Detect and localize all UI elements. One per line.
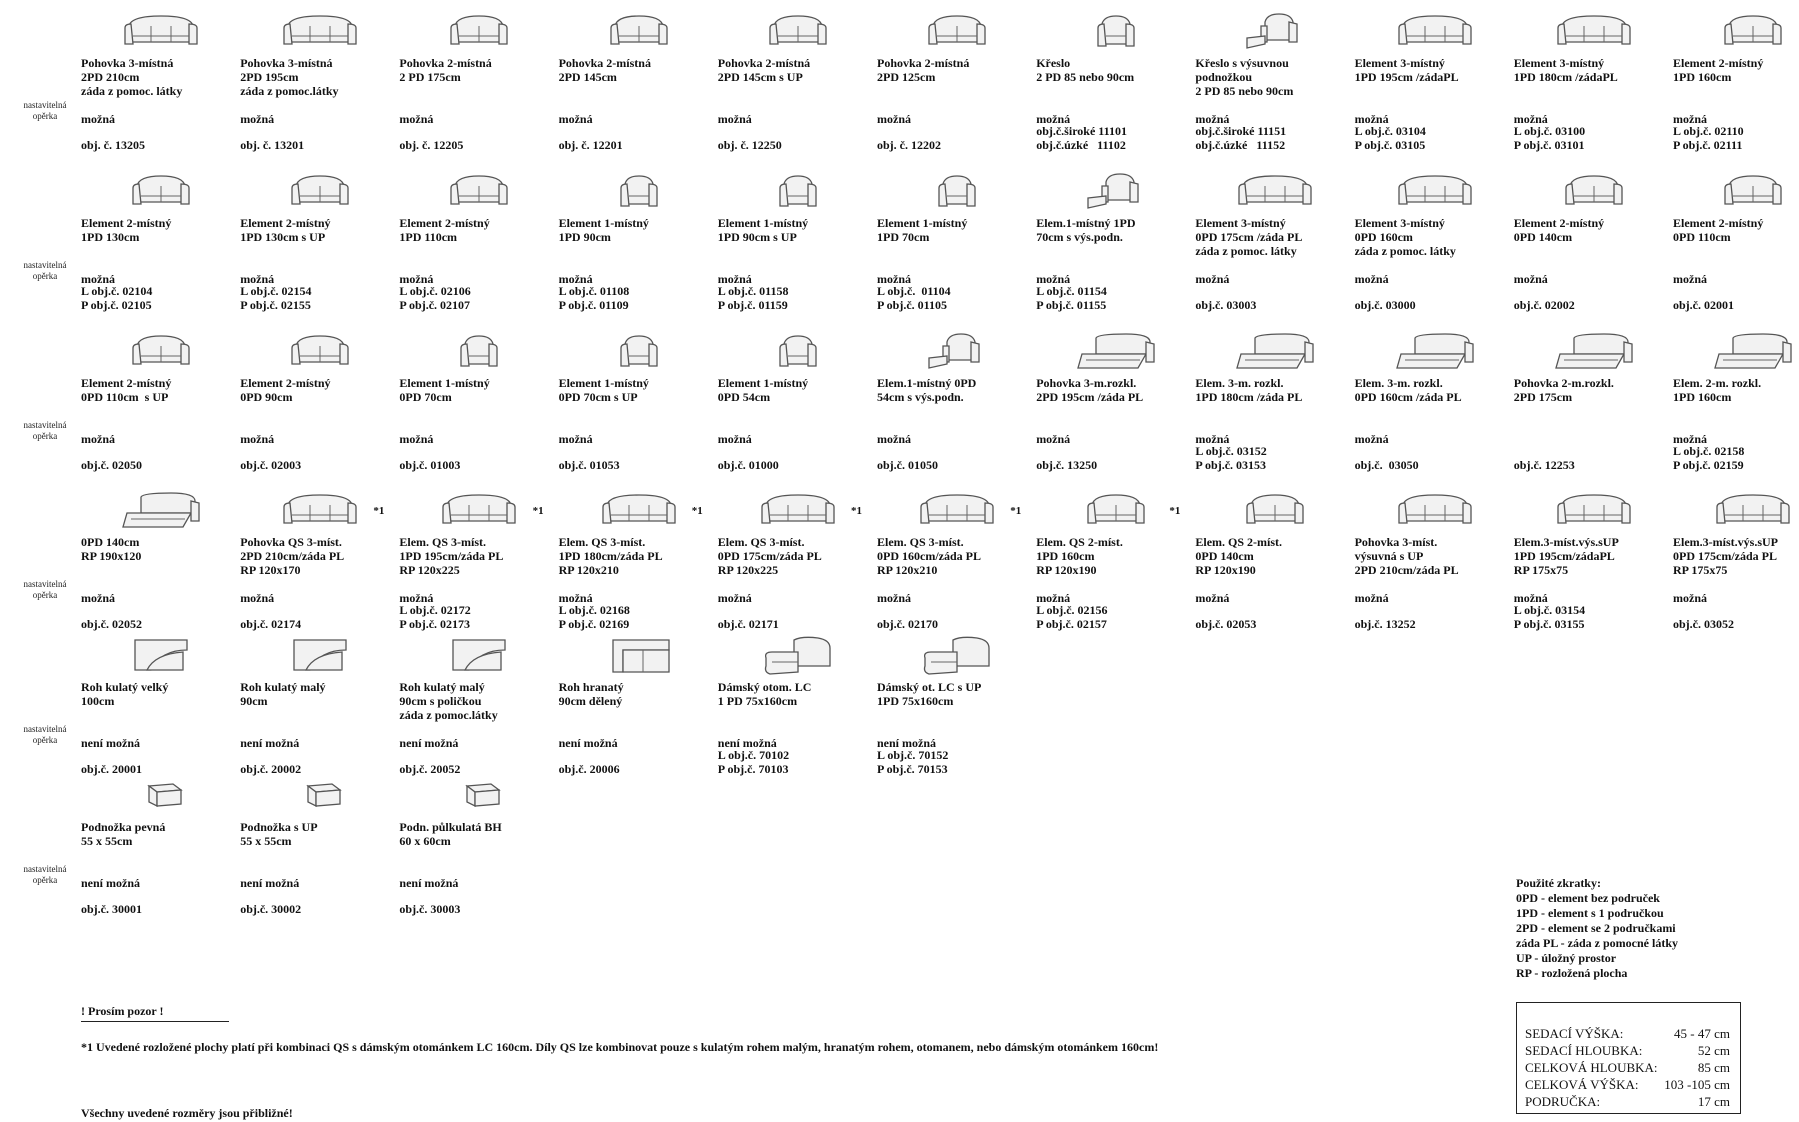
catalog-item bbox=[718, 332, 868, 482]
item-name: Elem. 2-m. rozkl. 1PD 160cm bbox=[1673, 376, 1762, 404]
item-name: Roh kulatý malý 90cm s poličkou záda z pomoc.látky bbox=[399, 680, 498, 722]
order-number: obj.č.široké 11101 obj.č.úzké 11102 bbox=[1036, 124, 1127, 152]
armchair-icon bbox=[1076, 12, 1156, 55]
sofa-3seat-icon bbox=[1554, 491, 1634, 534]
adjustable-backrest-label: nastavitelná opěrka bbox=[23, 864, 67, 885]
ottoman-chaise-icon bbox=[758, 636, 838, 679]
order-number: obj.č. 20052 bbox=[399, 762, 461, 776]
catalog-item bbox=[399, 491, 549, 641]
backrest-option: není možná bbox=[558, 736, 618, 750]
order-number: obj. č. 13205 bbox=[81, 138, 145, 152]
sofabed-icon bbox=[1554, 332, 1634, 375]
item-name: Element 2-místný 1PD 130cm s UP bbox=[240, 216, 331, 244]
armchair-icon bbox=[599, 332, 679, 375]
catalog-item bbox=[1036, 172, 1186, 322]
backrest-option: není možná bbox=[240, 876, 300, 890]
sofa-2seat-icon bbox=[280, 332, 360, 375]
backrest-option: možná bbox=[1673, 272, 1707, 286]
order-number: obj.č. 30001 bbox=[81, 902, 142, 916]
catalog-item bbox=[1514, 332, 1664, 482]
sofa-2seat-icon bbox=[1235, 491, 1315, 534]
backrest-option: možná bbox=[1195, 591, 1230, 605]
catalog-item bbox=[240, 491, 390, 641]
footnote-marker: *1 bbox=[373, 505, 385, 517]
order-number: obj.č. 01003 bbox=[399, 458, 461, 472]
catalog-item bbox=[718, 172, 868, 322]
item-name: Podnožka pevná 55 x 55cm bbox=[81, 820, 166, 848]
armchair-icon bbox=[758, 172, 838, 215]
backrest-option: možná bbox=[399, 591, 434, 605]
item-name: Element 1-místný 1PD 90cm s UP bbox=[717, 216, 809, 244]
backrest-option: možná bbox=[240, 272, 275, 286]
order-number: obj.č. 02170 bbox=[877, 617, 938, 631]
backrest-option: možná bbox=[81, 112, 115, 126]
order-number: obj.č. 30003 bbox=[399, 902, 461, 916]
backrest-option: možná bbox=[717, 112, 752, 126]
order-number: obj.č.široké 11151 obj.č.úzké 11152 bbox=[1195, 124, 1287, 152]
catalog-item bbox=[1036, 12, 1186, 162]
backrest-option: možná bbox=[1513, 112, 1548, 126]
catalog-item bbox=[718, 12, 868, 162]
order-number: obj. č. 12205 bbox=[399, 138, 464, 152]
sofabed-icon bbox=[1395, 332, 1475, 375]
catalog-item bbox=[1514, 12, 1664, 162]
backrest-option: možná bbox=[240, 591, 275, 605]
catalog-item bbox=[1036, 332, 1186, 482]
backrest-option: není možná bbox=[399, 736, 459, 750]
sofa-3seat-icon bbox=[917, 491, 997, 534]
backrest-option: možná bbox=[877, 272, 911, 286]
catalog-item bbox=[559, 12, 709, 162]
backrest-option: není možná bbox=[240, 736, 300, 750]
recliner-icon bbox=[917, 332, 997, 375]
order-number: L obj.č. 02104 P obj.č. 02105 bbox=[81, 284, 153, 312]
sofa-3seat-icon bbox=[439, 491, 519, 534]
item-name: Pohovka 3-místná 2PD 210cm záda z pomoc. látky bbox=[81, 56, 183, 98]
item-name: Element 2-místný 0PD 110cm bbox=[1673, 216, 1764, 244]
backrest-option: možná bbox=[1036, 112, 1071, 126]
item-name: Dámský otom. LC 1 PD 75x160cm bbox=[717, 680, 812, 708]
sofa-3seat-icon bbox=[1713, 491, 1793, 534]
item-name: Pohovka 2-místná 2PD 145cm bbox=[558, 56, 651, 84]
recliner-icon bbox=[1076, 172, 1156, 215]
order-number: obj. č. 12201 bbox=[558, 138, 623, 152]
catalog-item bbox=[1514, 172, 1664, 322]
footnote-marker: *1 bbox=[532, 505, 544, 517]
order-number: obj.č. 20002 bbox=[240, 762, 302, 776]
backrest-option: není možná bbox=[877, 736, 937, 750]
backrest-option: možná bbox=[399, 272, 434, 286]
item-name: Element 2-místný 0PD 110cm s UP bbox=[81, 376, 172, 404]
order-number: obj.č. 20006 bbox=[558, 762, 620, 776]
catalog-item bbox=[81, 12, 231, 162]
catalog-item bbox=[559, 636, 709, 786]
item-name: Element 2-místný 1PD 110cm bbox=[399, 216, 490, 244]
backrest-option: možná bbox=[1673, 591, 1707, 605]
backrest-option: není možná bbox=[81, 736, 141, 750]
catalog-item bbox=[877, 636, 1027, 786]
order-number: L obj.č. 02110 P obj.č. 02111 bbox=[1673, 124, 1744, 152]
item-name: Pohovka 2-místná 2PD 125cm bbox=[877, 56, 970, 84]
adjustable-backrest-label: nastavitelná opěrka bbox=[23, 724, 67, 745]
footstool-icon bbox=[280, 776, 360, 819]
footstool-icon bbox=[121, 776, 201, 819]
backrest-option: možná bbox=[81, 432, 115, 446]
catalog-item bbox=[81, 332, 231, 482]
sofa-2seat-icon bbox=[599, 12, 679, 55]
order-number: obj.č. 01053 bbox=[558, 458, 620, 472]
armchair-icon bbox=[917, 172, 997, 215]
backrest-option: možná bbox=[1354, 591, 1389, 605]
order-number: L obj.č. 70152 P obj.č. 70153 bbox=[877, 748, 949, 776]
sofa-3seat-icon bbox=[1395, 491, 1475, 534]
sofa-2seat-icon bbox=[917, 12, 997, 55]
order-number: obj. č. 12250 bbox=[717, 138, 782, 152]
order-number: obj.č. 03052 bbox=[1673, 617, 1734, 631]
footnote-marker: *1 bbox=[851, 505, 862, 517]
catalog-item bbox=[399, 636, 549, 786]
order-number: L obj.č. 03100 P obj.č. 03101 bbox=[1513, 124, 1586, 152]
item-name: Pohovka 3-m.rozkl. 2PD 195cm /záda PL bbox=[1036, 376, 1144, 404]
armchair-icon bbox=[599, 172, 679, 215]
item-name: Elem. QS 2-míst. 1PD 160cm RP 120x190 bbox=[1036, 535, 1123, 577]
abbreviations-legend: Použité zkratky: 0PD - element bez područek 1PD - element s 1 područkou 2PD - element se 2 područkami záda PL - záda z pomocné látky UP - úložný prostor RP - rozložená plocha bbox=[1516, 876, 1678, 980]
backrest-option: možná bbox=[81, 272, 115, 286]
item-name: Element 3-místný 0PD 160cm záda z pomoc. látky bbox=[1354, 216, 1456, 258]
sofa-2seat-icon bbox=[1713, 172, 1793, 215]
item-name: Element 3-místný 1PD 180cm /zádaPL bbox=[1513, 56, 1618, 84]
footnote-marker: *1 bbox=[1010, 505, 1022, 517]
order-number: L obj.č. 02172 P obj.č. 02173 bbox=[399, 603, 471, 631]
catalog-item bbox=[1673, 172, 1799, 322]
item-name: Křeslo 2 PD 85 nebo 90cm bbox=[1036, 56, 1135, 84]
catalog-item bbox=[718, 491, 868, 641]
order-number: obj.č. 12253 bbox=[1513, 458, 1575, 472]
order-number: L obj.č. 01108 P obj.č. 01109 bbox=[558, 284, 630, 312]
order-number: L obj.č. 02156 P obj.č. 02157 bbox=[1036, 603, 1108, 631]
item-name: Element 2-místný 0PD 90cm bbox=[240, 376, 331, 404]
sofa-2seat-icon bbox=[1713, 12, 1793, 55]
order-number: obj. č. 13201 bbox=[240, 138, 305, 152]
sofa-3seat-icon bbox=[758, 491, 838, 534]
catalog-item bbox=[399, 12, 549, 162]
order-number: L obj.č. 03104 P obj.č. 03105 bbox=[1354, 124, 1426, 152]
corner-round-icon bbox=[280, 636, 360, 679]
item-name: Element 1-místný 0PD 54cm bbox=[717, 376, 809, 404]
backrest-option: možná bbox=[1195, 112, 1230, 126]
sofa-2seat-icon bbox=[121, 172, 201, 215]
corner-round-icon bbox=[439, 636, 519, 679]
adjustable-backrest-label: nastavitelná opěrka bbox=[23, 420, 67, 441]
catalog-item bbox=[1195, 172, 1345, 322]
item-name: Elem. 3-m. rozkl. 0PD 160cm /záda PL bbox=[1354, 376, 1462, 404]
order-number: obj.č. 02001 bbox=[1673, 298, 1734, 312]
catalog-item bbox=[1355, 12, 1505, 162]
backrest-option: možná bbox=[558, 112, 593, 126]
catalog-item bbox=[240, 332, 390, 482]
catalog-item bbox=[877, 332, 1027, 482]
item-name: Dámský ot. LC s UP 1PD 75x160cm bbox=[877, 680, 982, 708]
adjustable-backrest-label: nastavitelná opěrka bbox=[23, 579, 67, 600]
sofa-3seat-icon bbox=[1395, 172, 1475, 215]
order-number: obj.č. 13252 bbox=[1354, 617, 1416, 631]
backrest-option: možná bbox=[399, 112, 434, 126]
backrest-option: možná bbox=[717, 272, 752, 286]
backrest-option: možná bbox=[558, 591, 593, 605]
backrest-option: možná bbox=[558, 432, 593, 446]
adjustable-backrest-label: nastavitelná opěrka bbox=[23, 100, 67, 121]
item-name: Element 3-místný 1PD 195cm /zádaPL bbox=[1354, 56, 1459, 84]
catalog-item bbox=[240, 12, 390, 162]
item-name: Roh kulatý velký 100cm bbox=[81, 680, 169, 708]
catalog-item bbox=[399, 172, 549, 322]
ottoman-chaise-icon bbox=[917, 636, 997, 679]
backrest-option: možná bbox=[877, 591, 911, 605]
backrest-option: možná bbox=[1513, 272, 1548, 286]
item-name: Elem. QS 3-míst. 1PD 180cm/záda PL RP 120x210 bbox=[558, 535, 663, 577]
armchair-icon bbox=[758, 332, 838, 375]
item-name: Elem.1-místný 1PD 70cm s výs.podn. bbox=[1036, 216, 1136, 244]
sofa-2seat-icon bbox=[1076, 491, 1156, 534]
sofa-2seat-icon bbox=[280, 172, 360, 215]
item-name: Elem.1-místný 0PD 54cm s výs.podn. bbox=[877, 376, 977, 404]
item-name: Podnožka s UP 55 x 55cm bbox=[240, 820, 318, 848]
order-number: L obj.č. 03154 P obj.č. 03155 bbox=[1513, 603, 1586, 631]
item-name: Pohovka 2-místná 2 PD 175cm bbox=[399, 56, 492, 84]
order-number: L obj.č. 02106 P obj.č. 02107 bbox=[399, 284, 471, 312]
item-name: Pohovka QS 3-míst. 2PD 210cm/záda PL RP 120x170 bbox=[240, 535, 345, 577]
backrest-option: možná bbox=[1195, 272, 1230, 286]
item-name: Pohovka 2-m.rozkl. 2PD 175cm bbox=[1513, 376, 1614, 404]
catalog-item bbox=[1195, 491, 1345, 641]
backrest-option: není možná bbox=[717, 736, 777, 750]
item-name: Pohovka 3-míst. výsuvná s UP 2PD 210cm/záda PL bbox=[1354, 535, 1459, 577]
catalog-item bbox=[718, 636, 868, 786]
item-name: Elem. QS 3-míst. 0PD 160cm/záda PL RP 120x210 bbox=[877, 535, 981, 577]
item-name: Element 1-místný 1PD 90cm bbox=[558, 216, 649, 244]
notice-footer: Všechny uvedené rozměry jsou přibližné! bbox=[81, 1106, 293, 1120]
corner-round-icon bbox=[121, 636, 201, 679]
order-number: L obj.č. 01154 P obj.č. 01155 bbox=[1036, 284, 1107, 312]
order-number: obj.č. 02171 bbox=[717, 617, 779, 631]
recliner-icon bbox=[1235, 12, 1315, 55]
order-number: obj.č. 03000 bbox=[1354, 298, 1416, 312]
item-name: Roh kulatý malý 90cm bbox=[240, 680, 326, 708]
backrest-option: možná bbox=[81, 591, 115, 605]
catalog-item bbox=[877, 172, 1027, 322]
item-name: Element 2-místný 0PD 140cm bbox=[1513, 216, 1605, 244]
backrest-option: možná bbox=[1673, 432, 1707, 446]
order-number: L obj.č. 70102 P obj.č. 70103 bbox=[717, 748, 790, 776]
order-number: obj.č. 02052 bbox=[81, 617, 142, 631]
order-number: obj.č. 01050 bbox=[877, 458, 938, 472]
catalog-item bbox=[81, 636, 231, 786]
catalog-item bbox=[1355, 332, 1505, 482]
item-name: Křeslo s výsuvnou podnožkou 2 PD 85 nebo 90cm bbox=[1195, 56, 1294, 98]
order-number: obj.č. 02003 bbox=[240, 458, 302, 472]
sofa-3seat-icon bbox=[1554, 12, 1634, 55]
backrest-option: možná bbox=[1513, 591, 1548, 605]
catalog-item bbox=[877, 491, 1027, 641]
sofa-3seat-icon bbox=[280, 491, 360, 534]
sofa-3seat-icon bbox=[599, 491, 679, 534]
corner-square-icon bbox=[599, 636, 679, 679]
item-name: Podn. půlkulatá BH 60 x 60cm bbox=[399, 820, 502, 848]
sofa-2seat-icon bbox=[439, 12, 519, 55]
catalog-item bbox=[1355, 491, 1505, 641]
catalog-item bbox=[81, 491, 231, 641]
order-number: obj.č. 20001 bbox=[81, 762, 142, 776]
order-number: L obj.č. 01104 P obj.č. 01105 bbox=[877, 284, 951, 312]
sofabed-icon bbox=[1713, 332, 1793, 375]
sofa-3seat-icon bbox=[280, 12, 360, 55]
order-number: obj. č. 12202 bbox=[877, 138, 941, 152]
catalog-item bbox=[559, 491, 709, 641]
footnote-marker: *1 bbox=[691, 505, 703, 517]
item-name: Elem. QS 2-míst. 0PD 140cm RP 120x190 bbox=[1195, 535, 1283, 577]
item-name: Elem.3-míst.výs.sUP 0PD 175cm/záda PL RP 175x75 bbox=[1673, 535, 1778, 577]
order-number: obj.č. 02002 bbox=[1513, 298, 1575, 312]
catalog-item bbox=[81, 776, 231, 926]
sofa-2seat-icon bbox=[1554, 172, 1634, 215]
item-name: Pohovka 2-místná 2PD 145cm s UP bbox=[717, 56, 811, 84]
order-number: L obj.č. 02154 P obj.č. 02155 bbox=[240, 284, 312, 312]
footstool-icon bbox=[439, 776, 519, 819]
backrest-option: možná bbox=[1036, 591, 1071, 605]
catalog-item bbox=[1673, 332, 1799, 482]
backrest-option: možná bbox=[558, 272, 593, 286]
catalog-item bbox=[399, 776, 549, 926]
order-number: obj.č. 30002 bbox=[240, 902, 302, 916]
item-name: Element 1-místný 0PD 70cm bbox=[399, 376, 490, 404]
backrest-option: možná bbox=[877, 432, 911, 446]
catalog-item bbox=[1514, 491, 1664, 641]
backrest-option: možná bbox=[1354, 432, 1389, 446]
backrest-option: možná bbox=[717, 591, 752, 605]
backrest-option: možná bbox=[877, 112, 911, 126]
item-name: Elem. QS 3-míst. 0PD 175cm/záda PL RP 120x225 bbox=[717, 535, 822, 577]
order-number: obj.č. 13250 bbox=[1036, 458, 1098, 472]
backrest-option: možná bbox=[240, 432, 275, 446]
notice-heading: ! Prosím pozor ! bbox=[81, 1004, 229, 1022]
order-number: obj.č. 01000 bbox=[717, 458, 779, 472]
order-number: L obj.č. 02158 P obj.č. 02159 bbox=[1673, 444, 1745, 472]
item-name: Element 2-místný 1PD 130cm bbox=[81, 216, 172, 244]
sofa-3seat-icon bbox=[1235, 172, 1315, 215]
item-name: Roh hranatý 90cm dělený bbox=[558, 680, 624, 708]
catalog-item bbox=[240, 172, 390, 322]
order-number: L obj.č. 03152 P obj.č. 03153 bbox=[1195, 444, 1267, 472]
dimensions-box: SEDACÍ VÝŠKA: 45 - 47 cm SEDACÍ HLOUBKA: 52 cm CELKOVÁ HLOUBKA: 85 cm CELKOVÁ VÝŠKA: 103 -105 cm PODRUČKA: 17 cm bbox=[1516, 1002, 1741, 1114]
order-number: L obj.č. 02168 P obj.č. 02169 bbox=[558, 603, 630, 631]
item-name: Element 3-místný 0PD 175cm /záda PL záda z pomoc. látky bbox=[1195, 216, 1303, 258]
backrest-option: možná bbox=[1673, 112, 1707, 126]
adjustable-backrest-label: nastavitelná opěrka bbox=[23, 260, 67, 281]
catalog-item bbox=[1673, 12, 1799, 162]
backrest-option: možná bbox=[240, 112, 275, 126]
catalog-item bbox=[240, 636, 390, 786]
catalog-item bbox=[1195, 12, 1345, 162]
backrest-option: možná bbox=[1036, 432, 1071, 446]
backrest-option: není možná bbox=[399, 876, 459, 890]
backrest-option: není možná bbox=[81, 876, 141, 890]
sofa-2seat-icon bbox=[121, 332, 201, 375]
backrest-option: možná bbox=[1036, 272, 1071, 286]
order-number: obj.č. 03003 bbox=[1195, 298, 1257, 312]
item-name: 0PD 140cm RP 190x120 bbox=[81, 535, 142, 563]
notice-text: *1 Uvedené rozložené plochy platí při kombinaci QS s dámským otománkem LC 160cm. Díly QS lze kombinovat pouze s kulatým rohem malým, hranatým rohem, otomanem, nebo dámským otománkem 160cm! bbox=[81, 1040, 1159, 1054]
catalog-item bbox=[559, 332, 709, 482]
backrest-option: možná bbox=[399, 432, 434, 446]
catalog-item bbox=[1195, 332, 1345, 482]
item-name: Elem. 3-m. rozkl. 1PD 180cm /záda PL bbox=[1195, 376, 1303, 404]
order-number: L obj.č. 01158 P obj.č. 01159 bbox=[717, 284, 789, 312]
item-name: Elem.3-míst.výs.sUP 1PD 195cm/zádaPL RP 175x75 bbox=[1513, 535, 1619, 577]
sofabed-icon bbox=[1235, 332, 1315, 375]
sofa-3seat-icon bbox=[1395, 12, 1475, 55]
item-name: Pohovka 3-místná 2PD 195cm záda z pomoc.látky bbox=[240, 56, 339, 98]
order-number: obj.č. 03050 bbox=[1354, 458, 1419, 472]
sofabed-icon bbox=[1076, 332, 1156, 375]
backrest-option: možná bbox=[1354, 112, 1389, 126]
backrest-option: možná bbox=[717, 432, 752, 446]
footnote-marker: *1 bbox=[1169, 505, 1181, 517]
catalog-item bbox=[399, 332, 549, 482]
backrest-option: možná bbox=[1354, 272, 1389, 286]
catalog-item bbox=[1355, 172, 1505, 322]
catalog-item bbox=[559, 172, 709, 322]
sofa-3seat-icon bbox=[121, 12, 201, 55]
order-number: obj.č. 02174 bbox=[240, 617, 302, 631]
catalog-item bbox=[240, 776, 390, 926]
armchair-icon bbox=[439, 332, 519, 375]
order-number: obj.č. 02053 bbox=[1195, 617, 1257, 631]
sofa-2seat-icon bbox=[758, 12, 838, 55]
sofabed-icon bbox=[121, 491, 201, 534]
backrest-option: možná bbox=[1195, 432, 1230, 446]
item-name: Element 1-místný 0PD 70cm s UP bbox=[558, 376, 649, 404]
catalog-item bbox=[81, 172, 231, 322]
order-number: obj.č. 02050 bbox=[81, 458, 142, 472]
catalog-item bbox=[877, 12, 1027, 162]
item-name: Element 1-místný 1PD 70cm bbox=[877, 216, 968, 244]
catalog-item bbox=[1673, 491, 1799, 641]
item-name: Elem. QS 3-míst. 1PD 195cm/záda PL RP 120x225 bbox=[399, 535, 504, 577]
sofa-2seat-icon bbox=[439, 172, 519, 215]
item-name: Element 2-místný 1PD 160cm bbox=[1673, 56, 1764, 84]
catalog-item bbox=[1036, 491, 1186, 641]
